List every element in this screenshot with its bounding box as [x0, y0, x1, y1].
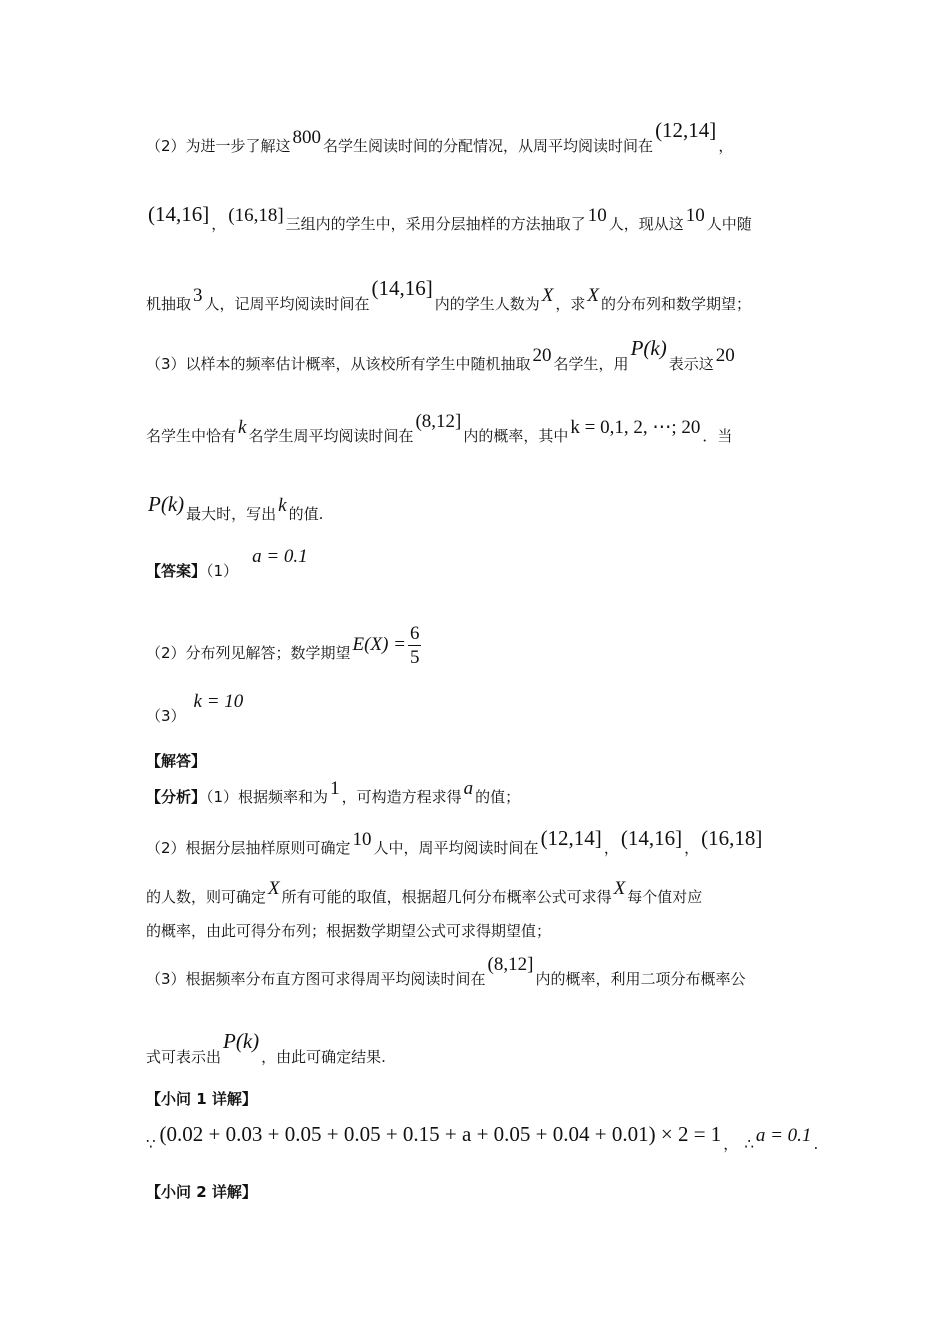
variable-x: X: [268, 878, 280, 899]
q3-text: 最大时，写出: [186, 505, 277, 523]
variable-a: a: [463, 778, 474, 799]
analysis-text: 所有可能的取值，根据超几何分布概率公式可求得: [281, 888, 612, 906]
analysis-text: ，: [684, 839, 700, 857]
q2-text: 内的学生人数为: [434, 295, 540, 313]
q2-text: （2）为进一步了解这: [146, 137, 291, 155]
q3-text: （3）以样本的频率估计概率，从该校所有学生中随机抽取: [146, 355, 531, 373]
q2-text: 三组内的学生中，采用分层抽样的方法抽取了: [285, 215, 586, 233]
analysis-text: 人中，周平均阅读时间在: [373, 839, 539, 857]
detail2-label: 【小问 2 详解】: [146, 1183, 257, 1201]
analysis-line-2: [146, 826, 764, 860]
q3-text: 的值.: [288, 505, 324, 523]
probability-pk: P(k): [630, 336, 667, 360]
analysis-text: 内的概率，利用二项分布概率公: [535, 970, 746, 988]
detail2-label-line: [146, 1183, 257, 1201]
q2-text: 人，现从这: [608, 215, 684, 233]
q3-text: 表示这: [668, 355, 714, 373]
variable-k: k: [278, 495, 287, 516]
interval: (14,16]: [148, 202, 210, 226]
q3-text: 内的概率，其中: [463, 427, 569, 445]
q2-text: 的分布列和数学期望；: [601, 295, 752, 313]
analysis-line-4: [146, 922, 551, 940]
q3-text: ．当: [702, 427, 733, 445]
answer-text: （3）: [146, 707, 186, 725]
q2-line-2: [146, 202, 752, 236]
therefore-symbol: ∴: [744, 1135, 754, 1153]
analysis-text: 的人数，则可确定: [146, 888, 267, 906]
interval: (14,16]: [371, 276, 433, 300]
q2-line-1: [146, 118, 734, 158]
detail1-label-line: [146, 1090, 257, 1108]
fraction: [408, 624, 422, 667]
answer-line-3: [146, 691, 245, 728]
numerator: 6: [409, 623, 420, 644]
q3-text: 名学生中恰有: [146, 427, 237, 445]
q3-line-2: [146, 411, 733, 448]
q2-text: 人中随: [706, 215, 752, 233]
q2-text: ，: [718, 137, 734, 155]
q3-text: 名学生周平均阅读时间在: [248, 427, 414, 445]
analysis-text: ，: [603, 839, 619, 857]
interval: (12,14]: [540, 826, 602, 850]
answer-3: k = 10: [193, 691, 244, 712]
q2-text: ，: [211, 215, 227, 233]
interval: (16,18]: [701, 826, 763, 850]
probability-pk: P(k): [223, 1029, 260, 1053]
number: 10: [352, 829, 372, 850]
analysis-text: （3）根据频率分布直方图可求得周平均阅读时间在: [146, 970, 486, 988]
q3-line-1: [146, 336, 737, 376]
sum-equation: (0.02 + 0.03 + 0.05 + 0.05 + 0.15 + a + 0.05 + 0.04 + 0.01) × 2 = 1: [159, 1122, 722, 1146]
analysis-text: （1）根据频率和为: [206, 788, 329, 806]
interval: (8,12]: [415, 411, 462, 432]
k-range: k = 0,1, 2, ⋯; 20: [570, 417, 701, 438]
answer-1: a = 0.1: [252, 546, 308, 567]
answer-line-1: [146, 546, 310, 583]
q2-text: 名学生阅读时间的分配情况，从周平均阅读时间在: [323, 137, 654, 155]
separator: ，: [723, 1135, 739, 1153]
interval: (8,12]: [487, 954, 534, 975]
detail1-equation-line: [146, 1122, 819, 1156]
answer-line-2: [146, 623, 421, 675]
number: 800: [292, 127, 322, 148]
interval: (14,16]: [620, 826, 683, 850]
expectation: E(X) =: [352, 634, 406, 655]
q3-text: 名学生，用: [553, 355, 629, 373]
q2-text: 机抽取: [146, 295, 192, 313]
probability-pk: P(k): [148, 492, 185, 516]
q2-text: 人，记周平均阅读时间在: [204, 295, 370, 313]
analysis-text: ，由此可确定结果.: [261, 1048, 386, 1066]
solution-label: 【解答】: [146, 752, 207, 770]
interval: (16,18]: [228, 205, 284, 226]
number: 10: [685, 205, 705, 226]
variable-x: X: [541, 285, 554, 306]
number: 1: [330, 778, 340, 799]
variable-k: k: [238, 417, 247, 438]
analysis-text: 的概率，由此可得分布列；根据数学期望公式可求得期望值；: [146, 922, 552, 940]
analysis-text: （2）根据分层抽样原则可确定: [146, 839, 351, 857]
variable-x: X: [587, 285, 600, 306]
answer-text: （1）: [206, 562, 239, 580]
solution-label-line: [146, 752, 206, 770]
analysis-text: 的值；: [475, 788, 521, 806]
analysis-text: 式可表示出: [146, 1048, 222, 1066]
q3-line-3: [146, 492, 324, 526]
number: 20: [532, 345, 552, 366]
analysis-line-5: [146, 954, 746, 991]
detail1-label: 【小问 1 详解】: [146, 1090, 257, 1108]
analysis-text: 每个值对应: [627, 888, 703, 906]
analysis-label: 【分析】: [146, 788, 207, 806]
answer-label: 【答案】: [146, 562, 207, 580]
variable-x: X: [613, 878, 626, 899]
number: 20: [715, 345, 735, 366]
analysis-line-3: [146, 878, 703, 909]
number: 3: [193, 285, 203, 306]
because-symbol: ∵: [146, 1135, 156, 1153]
q2-line-3: [146, 276, 752, 316]
analysis-line-6: [146, 1029, 386, 1068]
q2-text: ，求: [555, 295, 586, 313]
interval: (12,14]: [655, 118, 717, 142]
answer-text: （2）分布列见解答；数学期望: [146, 644, 351, 662]
denominator: 5: [409, 647, 420, 668]
analysis-line-1: [146, 778, 521, 809]
analysis-text: ，可构造方程求得: [341, 788, 462, 806]
number: 10: [587, 205, 607, 226]
result: a = 0.1: [755, 1125, 812, 1146]
period: .: [813, 1135, 819, 1153]
